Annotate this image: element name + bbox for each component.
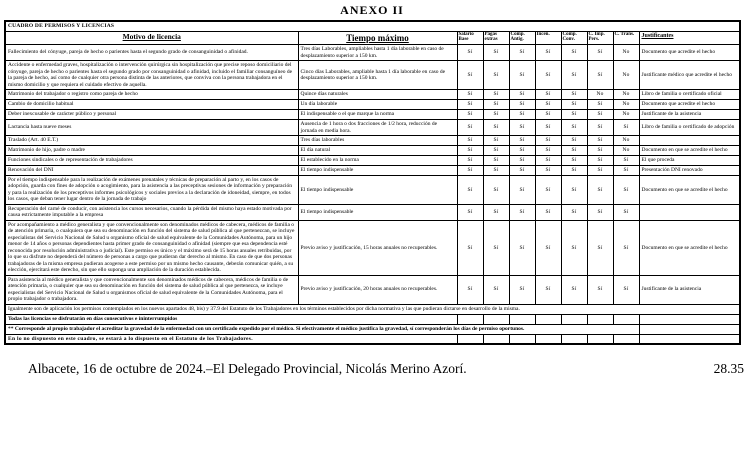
cell-value: Sí xyxy=(483,165,509,175)
cell-justificante: Documento que acredite el hecho xyxy=(639,100,740,110)
cell-value: Sí xyxy=(561,45,587,61)
cell-value: Sí xyxy=(457,155,483,165)
cell-motivo: Lactancia hasta nueve meses xyxy=(5,120,298,136)
cell-value: Sí xyxy=(535,120,561,136)
table-row xyxy=(5,90,740,100)
cell-value: Sí xyxy=(483,45,509,61)
cell-value: Sí xyxy=(509,110,535,120)
table-caption: CUADRO DE PERMISOS Y LICENCIAS xyxy=(5,21,740,31)
cell-value: Sí xyxy=(587,165,613,175)
cell-value: Sí xyxy=(535,110,561,120)
cell-value: Sí xyxy=(457,275,483,304)
empty-cell xyxy=(561,314,587,324)
cell-value: Sí xyxy=(509,120,535,136)
cell-value: Sí xyxy=(561,165,587,175)
empty-cell xyxy=(587,314,613,324)
cell-value: Sí xyxy=(457,45,483,61)
cell-motivo: Matrimonio del trabajador o registro como pareja de hecho xyxy=(5,90,298,100)
note-text: ** Corresponde al propio trabajador el acreditar la gravedad de la enfermedad con un certificado expedido por el médico. Si efectivamente el médico justifica la gravedad, sí corresponderán los días de permiso oportunos. xyxy=(5,324,639,334)
cell-value: No xyxy=(613,45,639,61)
cell-value: Sí xyxy=(561,135,587,145)
cell-tiempo: Un día laborable xyxy=(298,100,457,110)
empty-cell xyxy=(587,334,613,344)
cell-value: Sí xyxy=(483,120,509,136)
cell-value: Sí xyxy=(483,110,509,120)
cell-value: Sí xyxy=(587,155,613,165)
cell-motivo: Matrimonio de hijo, padre o madre xyxy=(5,145,298,155)
header-col-6: C. Imp. Pers. xyxy=(587,31,613,45)
table-row xyxy=(5,120,740,136)
cell-value: Sí xyxy=(561,120,587,136)
cell-value: Sí xyxy=(587,61,613,90)
cell-justificante: Justificante médico que acredite el hecho xyxy=(639,61,740,90)
cell-tiempo: Ausencia de 1 hora o dos fracciones de 1/2 hora, reducción de jornada en media hora. xyxy=(298,120,457,136)
cell-value: Sí xyxy=(613,165,639,175)
cell-justificante: Justificante de la asistencia xyxy=(639,275,740,304)
cell-tiempo: El establecido en la norma xyxy=(298,155,457,165)
cell-value: No xyxy=(613,90,639,100)
cell-justificante: Justificante de la asistencia xyxy=(639,110,740,120)
header-col-7: C. Trans. xyxy=(613,31,639,45)
cell-value: Sí xyxy=(535,61,561,90)
table-row xyxy=(5,175,740,204)
cell-value: Sí xyxy=(587,100,613,110)
cell-value: Sí xyxy=(561,145,587,155)
cell-justificante: El que proceda xyxy=(639,155,740,165)
cell-motivo: Fallecimiento del cónyuge, pareja de hecho o parientes hasta el segundo grado de consanguinidad o afinidad. xyxy=(5,45,298,61)
cell-value: Sí xyxy=(457,100,483,110)
cell-motivo: Recuperación del carné de conducir, con asistencia los cursos necesarios, cuando la pérdida del mismo haya estado motivada por causa estrictamente imputable a la empresa xyxy=(5,204,298,220)
empty-cell xyxy=(613,334,639,344)
header-tiempo: Tiempo máximo xyxy=(298,31,457,45)
cell-value: Sí xyxy=(587,145,613,155)
cell-value: Sí xyxy=(457,165,483,175)
cell-value: Sí xyxy=(535,45,561,61)
cell-value: Sí xyxy=(561,90,587,100)
header-col-3: Comp. Antig. xyxy=(509,31,535,45)
cell-value: Sí xyxy=(483,204,509,220)
cell-value: Sí xyxy=(613,275,639,304)
cell-value: Sí xyxy=(561,275,587,304)
cell-motivo: Para asistencia al médico generalista y que convencionalmente son denominados médicos de cabecera, médicos de familia o de atención primaria, o cualquier que sea su denominación en función del sistema de salud pública al que pertenezca, se incluye especialistas del Servicio Nacional de Salud u organismos oficial de salud equivalente de la Comunidades Autónoma, para el propio trabajador o trabajadora. xyxy=(5,275,298,304)
cell-justificante: Presentación DNI renovado xyxy=(639,165,740,175)
cell-value: Sí xyxy=(483,61,509,90)
cell-justificante: Documento en que se acredite el hecho xyxy=(639,175,740,204)
cell-value: Sí xyxy=(509,175,535,204)
cell-motivo: Cambio de domicilio habitual xyxy=(5,100,298,110)
header-col-2: Pagas extras xyxy=(483,31,509,45)
page-title: ANEXO II xyxy=(340,3,404,17)
cell-value: Sí xyxy=(483,100,509,110)
cell-tiempo: El tiempo indispensable xyxy=(298,165,457,175)
cell-value: Sí xyxy=(509,61,535,90)
note-text: En lo no dispuesto en este cuadro, se estará a lo dispuesto en el Estatuto de los Trabajadores. xyxy=(5,334,457,344)
cell-value: Sí xyxy=(535,220,561,275)
cell-value: Sí xyxy=(561,220,587,275)
cell-motivo: Traslado (Art. 40 E.T.) xyxy=(5,135,298,145)
cell-value: Sí xyxy=(457,90,483,100)
cell-justificante: Documento que acredite el hecho xyxy=(639,45,740,61)
cell-value: Sí xyxy=(613,204,639,220)
cell-value: Sí xyxy=(483,155,509,165)
note-text: Igualmente son de aplicación los permisos contemplados en los nuevos apartados 48, bis) y 37.9 del Estatuto de los Trabajadores en los términos establecidos por dicha normativa y las que pudieran dictarse en desarrollo de la misma. xyxy=(5,304,740,314)
cell-tiempo: Previo aviso y justificación, 15 horas anuales no recuperables. xyxy=(298,220,457,275)
cell-value: Sí xyxy=(535,90,561,100)
cell-tiempo: El tiempo indispensable xyxy=(298,175,457,204)
cell-value: Sí xyxy=(613,120,639,136)
cell-justificante: Libro de familia o certificado de adopción xyxy=(639,120,740,136)
cell-value: Sí xyxy=(561,204,587,220)
cell-value: Sí xyxy=(457,110,483,120)
cell-value: Sí xyxy=(457,220,483,275)
cell-value: Sí xyxy=(509,204,535,220)
header-col-4: Incen. xyxy=(535,31,561,45)
signature-text: Albacete, 16 de octubre de 2024.–El Delegado Provincial, Nicolás Merino Azorí. xyxy=(28,361,467,377)
cell-value: Sí xyxy=(457,145,483,155)
cell-motivo: Renovación del DNI xyxy=(5,165,298,175)
empty-cell xyxy=(535,314,561,324)
cell-value: Sí xyxy=(483,275,509,304)
cell-value: Sí xyxy=(587,45,613,61)
cell-value: Sí xyxy=(613,175,639,204)
cell-value: Sí xyxy=(587,135,613,145)
cell-tiempo: Previo aviso y justificación, 20 horas anuales no recuperables. xyxy=(298,275,457,304)
cell-value: No xyxy=(613,110,639,120)
cell-value: Sí xyxy=(509,165,535,175)
cell-value: Sí xyxy=(483,135,509,145)
cell-value: Sí xyxy=(535,145,561,155)
table-body xyxy=(5,45,740,305)
cell-value: Sí xyxy=(509,90,535,100)
table-row xyxy=(5,155,740,165)
cell-value: Sí xyxy=(561,155,587,165)
table-caption-row xyxy=(5,21,740,31)
table-row xyxy=(5,110,740,120)
cell-value: No xyxy=(613,61,639,90)
table-row xyxy=(5,145,740,155)
signature-line xyxy=(4,361,744,377)
cell-value: Sí xyxy=(535,100,561,110)
cell-value: Sí xyxy=(587,120,613,136)
cell-value: Sí xyxy=(483,175,509,204)
cell-value: Sí xyxy=(535,165,561,175)
table-header-row xyxy=(5,31,740,45)
header-motivo: Motivo de licencia xyxy=(5,31,298,45)
cell-value: Sí xyxy=(457,61,483,90)
cell-value: Sí xyxy=(613,220,639,275)
empty-cell xyxy=(457,314,483,324)
cell-value: Sí xyxy=(509,275,535,304)
cell-tiempo: Cinco días Laborables, ampliable hasta 1 día laborable en caso de desplazamiento superior a 150 km. xyxy=(298,61,457,90)
cell-value: Sí xyxy=(509,100,535,110)
cell-motivo: Accidente o enfermedad graves, hospitalización o intervención quirúrgica sin hospitalización que precise reposo domiciliario del cónyuge, pareja de hecho o parientes hasta el segundo grado por consanguinidad o afinidad, incluido el familiar consanguíneo de la pareja de hecho, así como de cualquier otra persona distinta de las anteriores, que conviva con la persona trabajadora en el mismo domicilio y que requiera el cuidado efectivo de aquella. xyxy=(5,61,298,90)
table-row xyxy=(5,204,740,220)
cell-justificante xyxy=(639,204,740,220)
cell-value: Sí xyxy=(587,220,613,275)
table-row xyxy=(5,220,740,275)
cell-value: Sí xyxy=(483,90,509,100)
cell-value: Sí xyxy=(561,61,587,90)
cell-tiempo: Tres días laborables xyxy=(298,135,457,145)
cell-value: Sí xyxy=(457,120,483,136)
cell-justificante: Libro de familia o certificado oficial xyxy=(639,90,740,100)
cell-value: Sí xyxy=(457,204,483,220)
cell-value: Sí xyxy=(561,110,587,120)
cell-motivo: Deber inexcusable de carácter público y personal xyxy=(5,110,298,120)
cell-value: Sí xyxy=(457,135,483,145)
note-row xyxy=(5,334,740,344)
cell-tiempo: Quince días naturales xyxy=(298,90,457,100)
cell-value: Sí xyxy=(509,145,535,155)
cell-value: Sí xyxy=(509,135,535,145)
table-row xyxy=(5,61,740,90)
cell-value: Sí xyxy=(509,45,535,61)
cell-value: No xyxy=(587,90,613,100)
note-row xyxy=(5,304,740,314)
cell-justificante: Documento en que se acredite el hecho xyxy=(639,220,740,275)
empty-cell xyxy=(457,334,483,344)
cell-tiempo: El día natural xyxy=(298,145,457,155)
cell-value: Sí xyxy=(561,100,587,110)
cell-value: Sí xyxy=(535,204,561,220)
cell-value: Sí xyxy=(483,145,509,155)
permits-table xyxy=(4,20,741,345)
cell-justificante: Documento en que se acredite el hecho xyxy=(639,145,740,155)
cell-value: Sí xyxy=(509,220,535,275)
empty-cell xyxy=(639,314,740,324)
note-text: Todas las licencias se disfrutarán en días consecutivos e ininterrumpidos xyxy=(5,314,457,324)
header-col-5: Comp. Conv. xyxy=(561,31,587,45)
cell-value: No xyxy=(613,135,639,145)
cell-value: Sí xyxy=(457,175,483,204)
cell-motivo: Por acompañamiento a médico generalista y que convencionalmente son denominados médicos de cabecera, médicos de familia o de atención primaria, o cualquiera que sea su denominación en función del sistema de salud pública al que pertenezcan, se incluye especialistas del Servicio Nacional de Salud u organismo oficial de salud equivalente de la Comunidades Autónoma, para un hijo menor de 14 años o personas dependientes hasta primer grado de consanguinidad o afinidad (siempre que esa dependencia esté reconocida por resolución administrativa o judicial). Este permiso es único y el máximo será de 15 horas anuales retribuidas, por lo que su disfrute no dependerá del número de personas a cargo que pudieran dar derecho al mismo. En caso de que dos personas trabajadoras de la misma empresa pudieran acogerse a este permiso por un mismo hecho causante, deberán comunicar quién, a su elección, ejercitará este derecho, sin que ello suponga una ampliación de la duración establecida. xyxy=(5,220,298,275)
table-row xyxy=(5,100,740,110)
header-justificante: Justificantes xyxy=(639,31,740,45)
empty-cell xyxy=(509,314,535,324)
cell-value: Sí xyxy=(483,220,509,275)
cell-justificante xyxy=(639,135,740,145)
page-number: 28.35 xyxy=(713,361,744,377)
cell-value: Sí xyxy=(535,135,561,145)
cell-tiempo: El tiempo indispensable xyxy=(298,204,457,220)
cell-value: Sí xyxy=(587,110,613,120)
cell-value: Sí xyxy=(587,204,613,220)
table-row xyxy=(5,275,740,304)
empty-cell xyxy=(535,334,561,344)
table-row xyxy=(5,165,740,175)
document-page xyxy=(4,0,744,377)
empty-cell xyxy=(483,314,509,324)
empty-cell xyxy=(639,324,740,334)
note-row xyxy=(5,324,740,334)
note-row xyxy=(5,314,740,324)
cell-value: Sí xyxy=(535,175,561,204)
cell-tiempo: Tres días Laborables, ampliables hasta 1 día laborable en caso de desplazamiento superior a 150 km. xyxy=(298,45,457,61)
cell-value: No xyxy=(613,100,639,110)
cell-value: Sí xyxy=(613,155,639,165)
cell-motivo: Por el tiempo indispensable para la realización de exámenes prenatales y técnicas de preparación al parto y, en los casos de adopción, guarda con fines de adopción o acogimiento, para la asistencia a las preceptivas sesiones de información y preparación y para la realización de los preceptivos informes psicológicos y sociales previos a la declaración de idoneidad, siempre, en todos los casos, que deban tener lugar dentro de la jornada de trabajo xyxy=(5,175,298,204)
cell-value: Sí xyxy=(587,175,613,204)
table-row xyxy=(5,45,740,61)
empty-cell xyxy=(561,334,587,344)
cell-value: Sí xyxy=(561,175,587,204)
header-col-1: Salario Base xyxy=(457,31,483,45)
cell-tiempo: El indispensable o el que marque la norma xyxy=(298,110,457,120)
cell-value: Sí xyxy=(587,275,613,304)
cell-value: No xyxy=(613,145,639,155)
cell-value: Sí xyxy=(535,275,561,304)
table-row xyxy=(5,135,740,145)
empty-cell xyxy=(483,334,509,344)
empty-cell xyxy=(509,334,535,344)
cell-value: Sí xyxy=(535,155,561,165)
cell-motivo: Funciones sindicales o de representación de trabajadores xyxy=(5,155,298,165)
empty-cell xyxy=(639,334,740,344)
cell-value: Sí xyxy=(509,155,535,165)
empty-cell xyxy=(613,314,639,324)
